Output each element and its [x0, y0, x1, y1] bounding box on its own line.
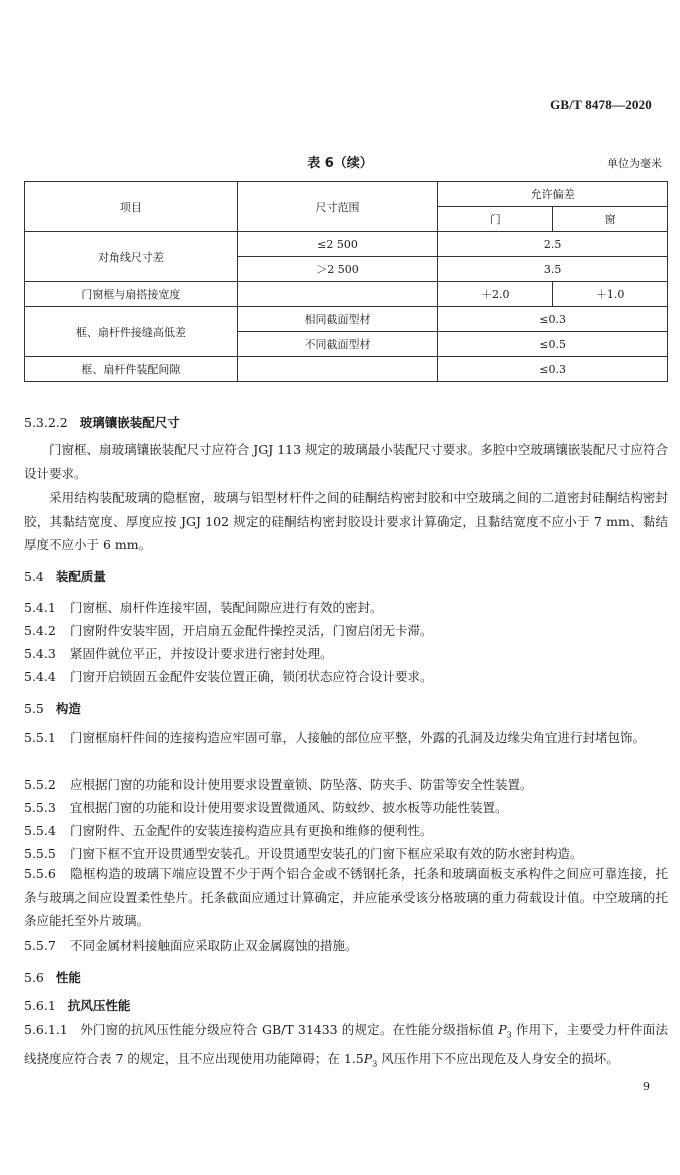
table-unit: 单位为毫米	[607, 157, 662, 170]
value-cell: ≤0.3	[438, 307, 668, 332]
row-label-diagonal: 对角线尺寸差	[25, 232, 238, 282]
table-caption: 表 6（续）	[307, 156, 373, 171]
clause-5-5-7: 5.5.7 不同金属材料接触面应采取防止双金属腐蚀的措施。	[24, 938, 358, 953]
page-number: 9	[643, 1080, 650, 1093]
heading-5-6: 5.6 性能	[24, 970, 81, 985]
value-cell: ≤0.3	[438, 357, 668, 382]
header-door: 门	[438, 207, 553, 232]
heading-5-4: 5.4 装配质量	[24, 569, 106, 584]
header-window: 窗	[553, 207, 668, 232]
range-cell-empty	[237, 282, 438, 307]
clause-5-5-1: 5.5.1 门窗框扇杆件间的连接构造应牢固可靠，人接触的部位应平整，外露的孔洞及边缘尖角宜进行封堵包饰。	[24, 730, 646, 745]
clause-5-5-3: 5.5.3 宜根据门窗的功能和设计使用要求设置微通风、防蚊纱、披水板等功能性装置。	[24, 800, 508, 815]
header-range: 尺寸范围	[237, 182, 438, 232]
clause-5-4-1: 5.4.1 门窗框、扇杆件连接牢固，装配间隙应进行有效的密封。	[24, 600, 383, 615]
clause-5-5-2: 5.5.2 应根据门窗的功能和设计使用要求设置童锁、防坠落、防夹手、防雷等安全性装置。	[24, 777, 533, 792]
range-cell-empty	[237, 357, 438, 382]
value-cell-door: ＋2.0	[438, 282, 553, 307]
heading-5-6-1: 5.6.1 抗风压性能	[24, 998, 131, 1013]
range-cell: 相同截面型材	[237, 307, 438, 332]
heading-5-3-2-2: 5.3.2.2 玻璃镶嵌装配尺寸	[24, 415, 180, 430]
range-cell: ≤2 500	[237, 232, 438, 257]
value-cell: 3.5	[438, 257, 668, 282]
row-label-gap: 框、扇杆件装配间隙	[25, 357, 238, 382]
value-cell-window: ＋1.0	[553, 282, 668, 307]
clause-5-4-4: 5.4.4 门窗开启锁固五金配件安装位置正确，锁闭状态应符合设计要求。	[24, 669, 433, 684]
row-label-joint: 框、扇杆件接缝高低差	[25, 307, 238, 357]
range-cell: 不同截面型材	[237, 332, 438, 357]
value-cell: 2.5	[438, 232, 668, 257]
row-label-overlap: 门窗框与扇搭接宽度	[25, 282, 238, 307]
value-cell: ≤0.5	[438, 332, 668, 357]
standard-number: GB/T 8478—2020	[550, 97, 652, 112]
heading-5-5: 5.5 构造	[24, 701, 81, 716]
clause-5-5-6: 5.5.6 隐框构造的玻璃下端应设置不少于两个铝合金或不锈钢托条，托条和玻璃面板支承构件之间应可靠连接，托条与玻璃之间应设置柔性垫片。托条截面应通过计算确定，并应能承受该分格玻璃的重力荷载设计值。中空玻璃的托条应能托至外片玻璃。	[24, 866, 668, 928]
tolerance-table	[24, 181, 668, 382]
clause-5-4-2: 5.4.2 门窗附件安装牢固，开启扇五金配件操控灵活，门窗启闭无卡滞。	[24, 623, 433, 638]
header-tolerance: 允许偏差	[438, 182, 668, 207]
range-cell: ＞2 500	[237, 257, 438, 282]
header-item: 项目	[25, 182, 238, 232]
paragraph: 采用结构装配玻璃的隐框窗，玻璃与铝型材杆件之间的硅酮结构密封胶和中空玻璃之间的二道密封硅酮结构密封胶，其黏结宽度、厚度应按 JGJ 102 规定的硅酮结构密封胶设计要求计算确定，且黏结宽度不应小于 7 mm、黏结厚度不应小于 6 mm。	[24, 490, 668, 552]
clause-5-6-1-1: 5.6.1.1 外门窗的抗风压性能分级应符合 GB/T 31433 的规定。在性能分级指标值 $P_3$ 作用下，主要受力杆件面法线挠度应符合表 7 的规定，且不应出现使用功能障碍；在 $1.5P_3$ 风压作用下不应出现危及人身安全的损坏。	[24, 1022, 668, 1069]
clause-5-5-5: 5.5.5 门窗下框不宜开设贯通型安装孔。开设贯通型安装孔的门窗下框应采取有效的防水密封构造。	[24, 846, 583, 861]
paragraph: 门窗框、扇玻璃镶嵌装配尺寸应符合 JGJ 113 规定的玻璃最小装配尺寸要求。多腔中空玻璃镶嵌装配尺寸应符合设计要求。	[24, 442, 668, 481]
clause-5-5-4: 5.5.4 门窗附件、五金配件的安装连接构造应具有更换和维修的便利性。	[24, 823, 433, 838]
clause-5-4-3: 5.4.3 紧固件就位平正，并按设计要求进行密封处理。	[24, 646, 333, 661]
